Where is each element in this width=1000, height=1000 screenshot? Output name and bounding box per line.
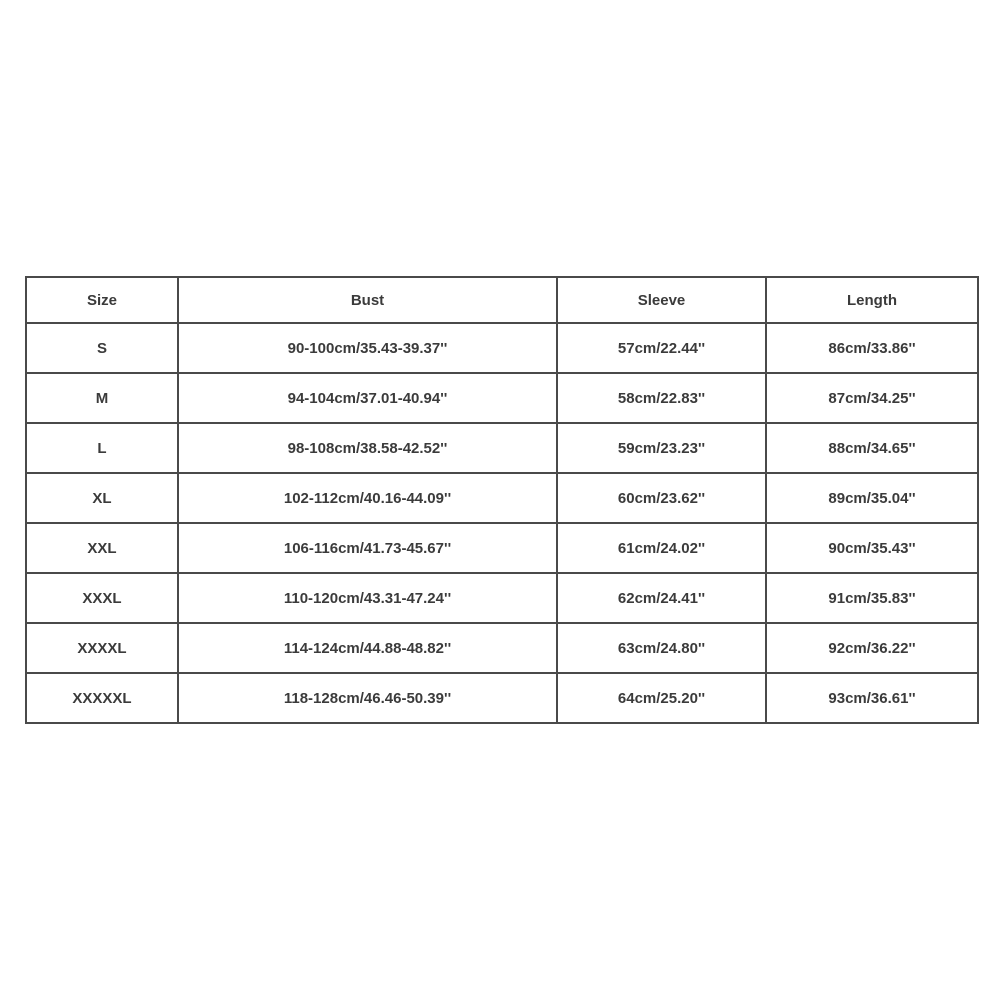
column-header-length: Length xyxy=(766,277,978,323)
column-header-sleeve: Sleeve xyxy=(557,277,766,323)
table-row xyxy=(26,573,978,623)
table-header-row xyxy=(26,277,978,323)
size-chart-table xyxy=(25,276,979,724)
cell-size: XXL xyxy=(26,523,178,573)
cell-length: 88cm/34.65'' xyxy=(766,423,978,473)
table-row xyxy=(26,423,978,473)
cell-size: XL xyxy=(26,473,178,523)
cell-sleeve: 61cm/24.02'' xyxy=(557,523,766,573)
cell-length: 92cm/36.22'' xyxy=(766,623,978,673)
cell-length: 86cm/33.86'' xyxy=(766,323,978,373)
cell-sleeve: 64cm/25.20'' xyxy=(557,673,766,723)
cell-sleeve: 63cm/24.80'' xyxy=(557,623,766,673)
cell-size: XXXL xyxy=(26,573,178,623)
cell-sleeve: 58cm/22.83'' xyxy=(557,373,766,423)
cell-bust: 114-124cm/44.88-48.82'' xyxy=(178,623,557,673)
cell-bust: 106-116cm/41.73-45.67'' xyxy=(178,523,557,573)
cell-size: L xyxy=(26,423,178,473)
table-row xyxy=(26,473,978,523)
cell-sleeve: 57cm/22.44'' xyxy=(557,323,766,373)
column-header-bust: Bust xyxy=(178,277,557,323)
cell-bust: 98-108cm/38.58-42.52'' xyxy=(178,423,557,473)
cell-size: S xyxy=(26,323,178,373)
cell-size: XXXXL xyxy=(26,623,178,673)
cell-length: 91cm/35.83'' xyxy=(766,573,978,623)
cell-bust: 90-100cm/35.43-39.37'' xyxy=(178,323,557,373)
table-row xyxy=(26,623,978,673)
column-header-size: Size xyxy=(26,277,178,323)
cell-bust: 102-112cm/40.16-44.09'' xyxy=(178,473,557,523)
cell-length: 87cm/34.25'' xyxy=(766,373,978,423)
cell-size: XXXXXL xyxy=(26,673,178,723)
table-row xyxy=(26,673,978,723)
table-row xyxy=(26,323,978,373)
table-row xyxy=(26,523,978,573)
cell-length: 89cm/35.04'' xyxy=(766,473,978,523)
cell-bust: 94-104cm/37.01-40.94'' xyxy=(178,373,557,423)
table-row xyxy=(26,373,978,423)
cell-sleeve: 62cm/24.41'' xyxy=(557,573,766,623)
cell-sleeve: 59cm/23.23'' xyxy=(557,423,766,473)
cell-sleeve: 60cm/23.62'' xyxy=(557,473,766,523)
cell-length: 90cm/35.43'' xyxy=(766,523,978,573)
cell-size: M xyxy=(26,373,178,423)
cell-bust: 118-128cm/46.46-50.39'' xyxy=(178,673,557,723)
cell-length: 93cm/36.61'' xyxy=(766,673,978,723)
cell-bust: 110-120cm/43.31-47.24'' xyxy=(178,573,557,623)
